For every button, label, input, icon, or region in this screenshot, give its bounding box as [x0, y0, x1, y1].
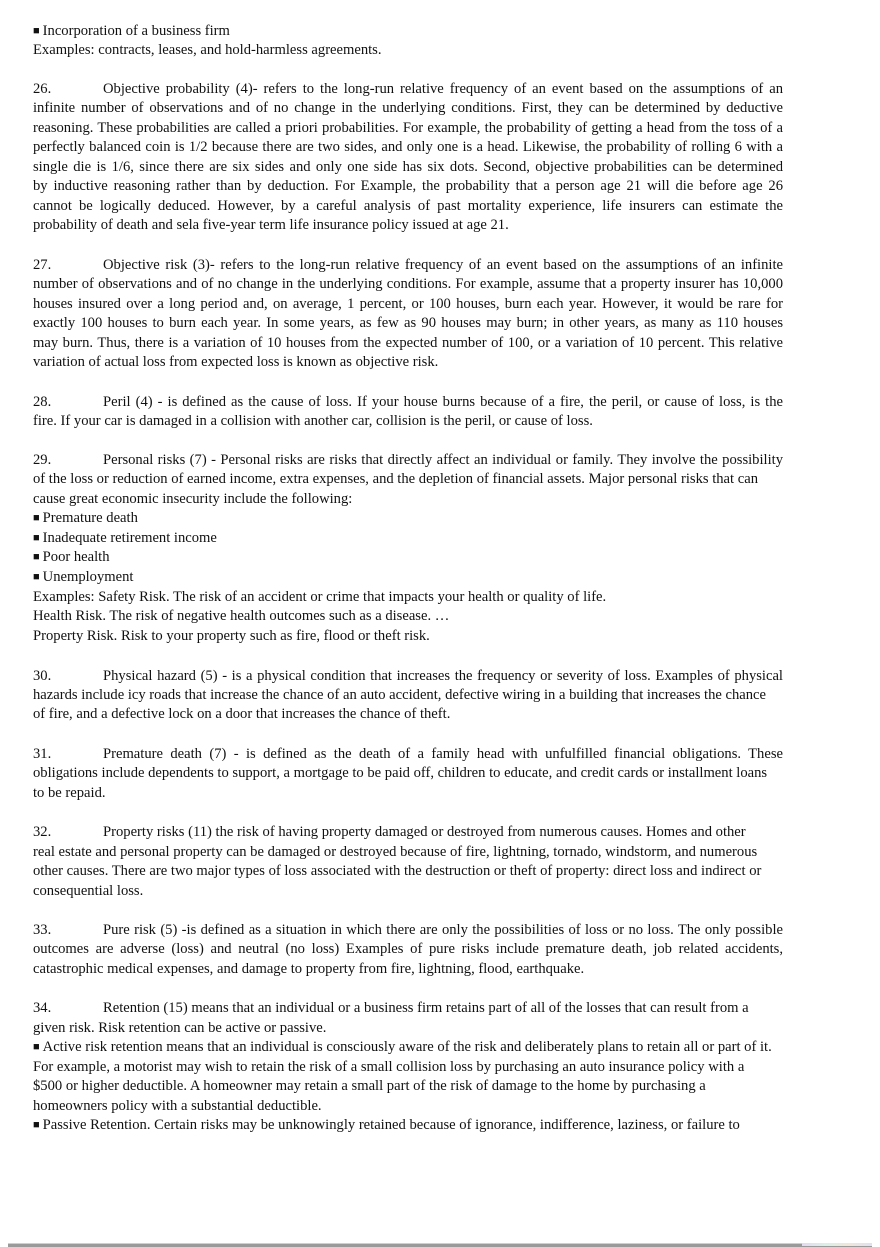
square-bullet-icon: ■ — [33, 571, 40, 583]
line-text: Peril (4) - is defined as the cause of loss. If your house burns because of a fire, the peril, or cause of loss, is the — [103, 394, 783, 410]
bullet-list-item — [33, 568, 783, 587]
line-text: Objective risk (3)- refers to the long-run relative frequency of an event based on the assumptions of an infinite — [103, 257, 783, 273]
line-text: Unemployment — [42, 569, 134, 585]
line-text: single die is 1/6, since there are six sides and only one side has six dots. Second, objective probabilities can be determined — [33, 159, 783, 175]
square-bullet-icon: ■ — [33, 1041, 40, 1053]
square-bullet-icon: ■ — [33, 532, 40, 544]
line-text: may burn. Thus, there is a variation of 10 houses from the expected number of 100, or a variation of 10 percent. This relative — [33, 335, 783, 351]
text-line — [33, 588, 783, 606]
horizontal-scrollbar[interactable] — [8, 1243, 872, 1247]
scrollbar-end-decoration — [802, 1243, 872, 1246]
text-line — [33, 138, 783, 156]
line-text: of the loss or reduction of earned income, extra expenses, and the depletion of financial assets. Major personal risks that can — [33, 471, 758, 487]
numbered-paragraph-line — [33, 921, 783, 939]
line-text: Property risks (11) the risk of having property damaged or destroyed from numerous causes. Homes and other — [103, 824, 746, 840]
line-text: cause great economic insecurity include the following: — [33, 491, 353, 507]
line-text: exactly 100 houses to burn each year. In some years, as few as 90 houses may burn; in other years, as many as 110 houses — [33, 315, 783, 331]
text-line — [33, 314, 783, 332]
text-line — [33, 627, 783, 645]
numbered-paragraph-line — [33, 256, 783, 274]
text-line — [33, 158, 783, 176]
item-number: 34. — [33, 1000, 52, 1016]
item-number: 27. — [33, 257, 52, 273]
item-number: 30. — [33, 668, 52, 684]
numbered-paragraph-line — [33, 393, 783, 411]
line-text: Objective probability (4)- refers to the long-run relative frequency of an event based on the assumptions of an — [103, 81, 783, 97]
line-text: perfectly balanced coin is 1/2 because there are two sides, and only one is a head. Likewise, the probability of rolling 6 with a — [33, 139, 783, 155]
text-line — [33, 882, 783, 900]
line-text: Inadequate retirement income — [42, 530, 217, 546]
line-text: catastrophic medical expenses, and damage to property from fire, lightning, flood, earthquake. — [33, 961, 585, 977]
bullet-list-item — [33, 529, 783, 548]
line-text: given risk. Risk retention can be active or passive. — [33, 1020, 327, 1036]
text-line — [33, 470, 783, 488]
numbered-paragraph-line — [33, 745, 783, 763]
text-line — [33, 607, 783, 625]
text-line — [33, 177, 783, 195]
text-line — [33, 197, 783, 215]
text-line — [33, 960, 783, 978]
bullet-list-item — [33, 548, 783, 567]
numbered-paragraph-line — [33, 80, 783, 98]
line-text: Personal risks (7) - Personal risks are risks that directly affect an individual or family. They involve the possibility — [103, 452, 783, 468]
text-line — [33, 275, 783, 293]
line-text: Property Risk. Risk to your property such as fire, flood or theft risk. — [33, 628, 430, 644]
item-number: 31. — [33, 746, 52, 762]
text-line — [33, 216, 783, 234]
line-text: number of observations and of no change in the underlying conditions. For example, assume that a property insurer has 10,000 — [33, 276, 783, 292]
square-bullet-icon: ■ — [33, 25, 40, 37]
text-line — [33, 119, 783, 137]
item-number: 29. — [33, 452, 52, 468]
text-line — [33, 862, 783, 880]
line-text: Examples: contracts, leases, and hold-harmless agreements. — [33, 42, 382, 58]
item-number: 28. — [33, 394, 52, 410]
text-line — [33, 1058, 783, 1076]
text-line — [33, 41, 783, 59]
line-text: outcomes are adverse (loss) and neutral (no loss) Examples of pure risks include premature death, job related accidents, — [33, 941, 783, 957]
line-text: Active risk retention means that an individual is consciously aware of the risk and deliberately plans to retain all or part of it. — [42, 1039, 772, 1055]
line-text: homeowners policy with a substantial deductible. — [33, 1098, 322, 1114]
numbered-paragraph-line — [33, 667, 783, 685]
item-number: 33. — [33, 922, 52, 938]
text-line — [33, 843, 783, 861]
line-text: probability of death and sela five-year term life insurance policy issued at age 21. — [33, 217, 509, 233]
item-number: 26. — [33, 81, 52, 97]
line-text: Physical hazard (5) - is a physical condition that increases the frequency or severity of loss. Examples of physical — [103, 668, 783, 684]
line-text: real estate and personal property can be damaged or destroyed because of fire, lightning, tornado, windstorm, and numerous — [33, 844, 758, 860]
line-text: Premature death — [42, 510, 138, 526]
line-text: cannot be logically deduced. However, by a careful analysis of past mortality experience, life insurers can estimate the — [33, 198, 783, 214]
text-line — [33, 1077, 783, 1095]
text-line — [33, 1097, 783, 1115]
item-number: 32. — [33, 824, 52, 840]
line-text: Retention (15) means that an individual or a business firm retains part of all of the losses that can result from a — [103, 1000, 749, 1016]
square-bullet-icon: ■ — [33, 551, 40, 563]
line-text: consequential loss. — [33, 883, 144, 899]
square-bullet-icon: ■ — [33, 512, 40, 524]
numbered-paragraph-line — [33, 999, 783, 1017]
bullet-list-item — [33, 509, 783, 528]
text-line — [33, 490, 783, 508]
line-text: by inductive reasoning rather than by deduction. For Example, the probability that a person age 21 will die before age 26 — [33, 178, 783, 194]
text-line — [33, 412, 783, 430]
text-line — [33, 1019, 783, 1037]
line-text: Poor health — [42, 549, 110, 565]
numbered-paragraph-line — [33, 823, 783, 841]
text-line — [33, 295, 783, 313]
line-text: of fire, and a defective lock on a door that increases the chance of theft. — [33, 706, 451, 722]
line-text: other causes. There are two major types of loss associated with the destruction or theft of property: direct loss and indirect or — [33, 863, 762, 879]
line-text: Incorporation of a business firm — [42, 23, 230, 39]
text-line — [33, 940, 783, 958]
line-text: Premature death (7) - is defined as the death of a family head with unfulfilled financial obligations. These — [103, 746, 783, 762]
line-text: infinite number of observations and of no change in the underlying conditions. First, they can be determined by deductive — [33, 100, 783, 116]
text-line — [33, 764, 783, 782]
square-bullet-icon: ■ — [33, 1119, 40, 1131]
line-text: $500 or higher deductible. A homeowner may retain a small part of the risk of damage to the home by purchasing a — [33, 1078, 706, 1094]
line-text: houses insured over a long period and, on average, 1 percent, or 100 houses, burn each year. However, it would be rare for — [33, 296, 783, 312]
text-line — [33, 784, 783, 802]
bullet-list-item — [33, 1038, 783, 1057]
text-line — [33, 353, 783, 371]
line-text: For example, a motorist may wish to retain the risk of a small collision loss by purchasing an auto insurance policy with a — [33, 1059, 745, 1075]
bullet-list-item — [33, 1116, 783, 1135]
line-text: obligations include dependents to support, a mortgage to be paid off, children to educate, and credit cards or installment loans — [33, 765, 768, 781]
line-text: variation of actual loss from expected loss is known as objective risk. — [33, 354, 439, 370]
line-text: hazards include icy roads that increase the chance of an auto accident, defective wiring in a building that increases the chance — [33, 687, 767, 703]
line-text: Health Risk. The risk of negative health outcomes such as a disease. … — [33, 608, 450, 624]
line-text: to be repaid. — [33, 785, 106, 801]
line-text: Pure risk (5) -is defined as a situation in which there are only the possibilities of loss or no loss. The only possible — [103, 922, 783, 938]
numbered-paragraph-line — [33, 451, 783, 469]
text-line — [33, 705, 783, 723]
text-line — [33, 686, 783, 704]
line-text: Passive Retention. Certain risks may be unknowingly retained because of ignorance, indifference, laziness, or failure to — [42, 1117, 740, 1133]
line-text: fire. If your car is damaged in a collision with another car, collision is the peril, or cause of loss. — [33, 413, 593, 429]
line-text: Examples: Safety Risk. The risk of an accident or crime that impacts your health or quality of life. — [33, 589, 607, 605]
bullet-list-item — [33, 22, 783, 41]
text-line — [33, 99, 783, 117]
line-text: reasoning. These probabilities are called a priori probabilities. For example, the probability of getting a head from the toss of a — [33, 120, 783, 136]
text-line — [33, 334, 783, 352]
